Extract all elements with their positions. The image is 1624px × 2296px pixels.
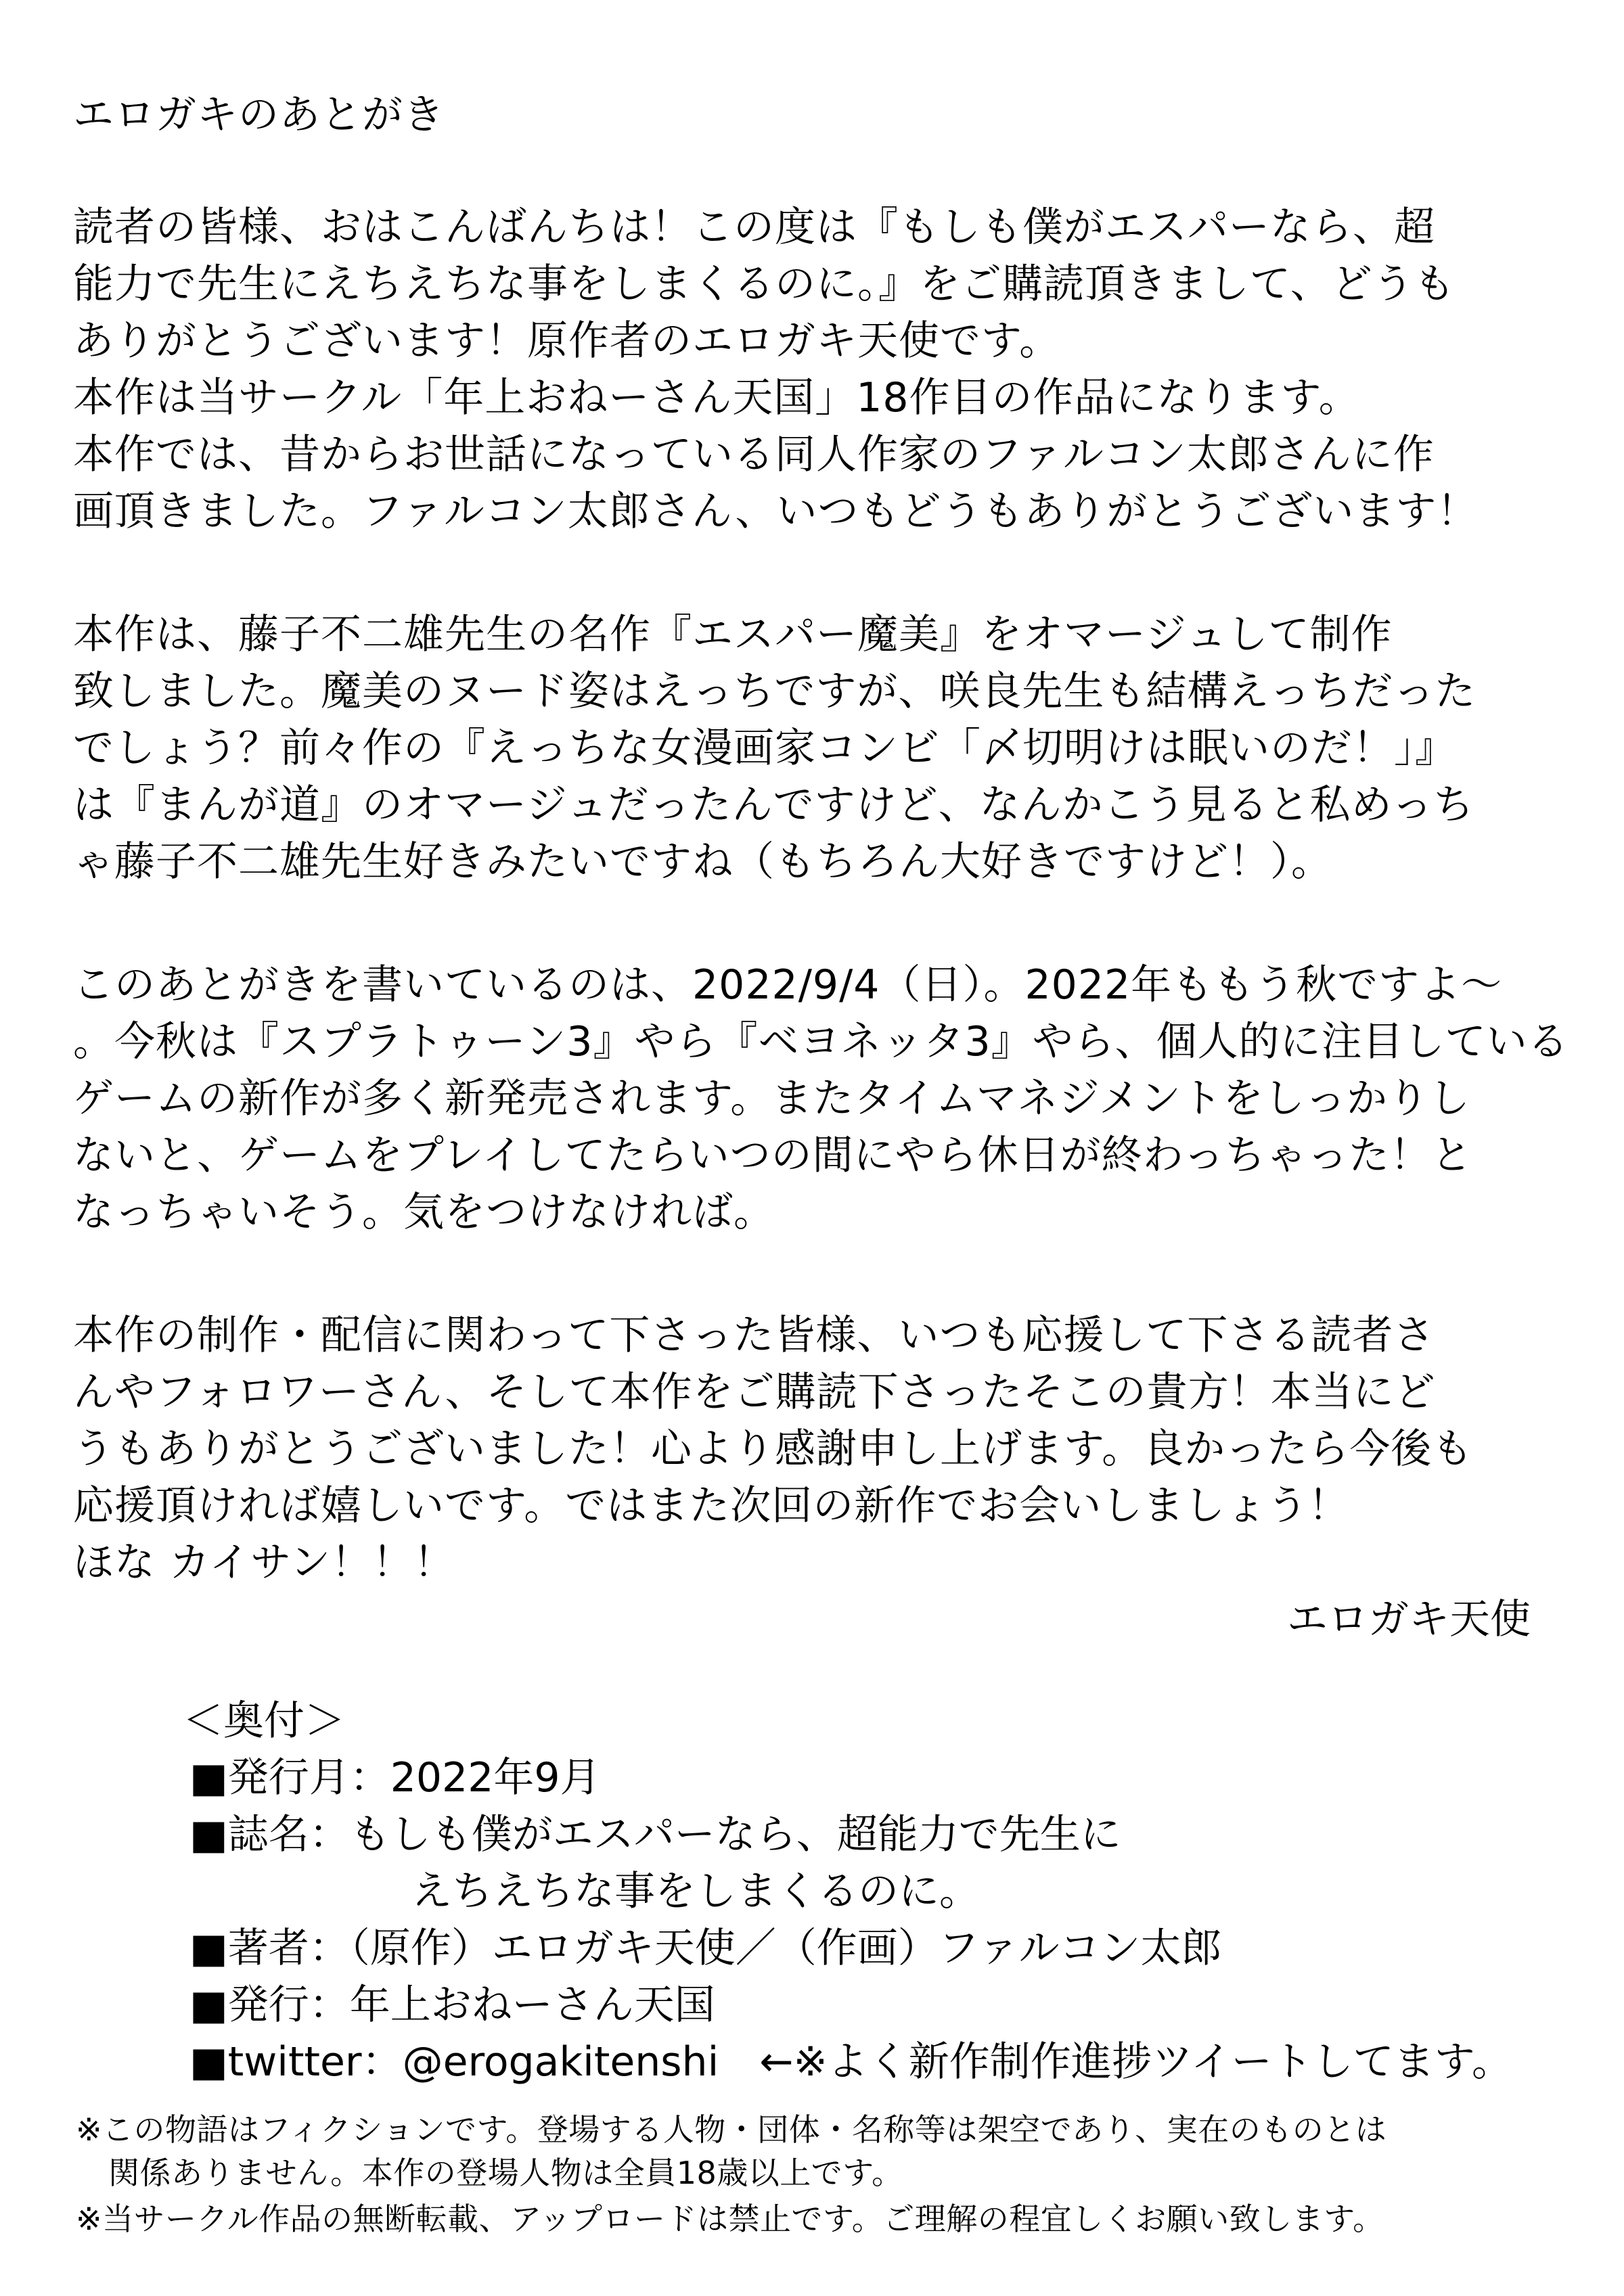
text-line: 本作では、昔からお世話になっている同人作家のファルコン太郎さんに作 [73,431,1435,478]
text-line: なっちゃいそう。気をつけなければ。 [73,1189,775,1236]
colophon-issue-date: ■発行月：2022年9月 [189,1754,601,1801]
text-line: 能力で先生にえちえちな事をしまくるのに。』をご購読頂きまして、どうも [73,260,1456,308]
colophon-authors: ■著者：（原作）エロガキ天使／（作画）ファルコン太郎 [189,1925,1222,1972]
text-line: このあとがきを書いているのは、2022/9/4（日）。2022年ももう秋ですよ～ [73,961,1503,1009]
text-line: 致しました。魔美のヌード姿はえっちですが、咲良先生も結構えっちだった [73,668,1476,715]
text-line: 本作の制作・配信に関わって下さった皆様、いつも応援して下さる読者さ [73,1312,1435,1359]
author-signature: エロガキ天使 [1287,1596,1531,1643]
text-line: でしょう？前々作の『えっちな女漫画家コンビ「〆切明けは眠いのだ！」』 [73,725,1456,772]
disclaimer-age: 関係ありません。本作の登場人物は全員18歳以上です。 [108,2155,903,2191]
disclaimer-reproduction: ※当サークル作品の無断転載、アップロードは禁止です。ご理解の程宜しくお願い致します。 [76,2201,1384,2237]
text-line: うもありがとうございました！心より感謝申し上げます。良かったら今後も [73,1425,1474,1473]
colophon-twitter: ■twitter：@erogakitenshi ←※よく新作制作進捗ツイートしてます。 [189,2038,1513,2086]
disclaimer-fiction: ※この物語はフィクションです。登場する人物・団体・名称等は架空であり、実在のものとは [76,2111,1387,2148]
colophon-title-continued: えちえちな事をしまくるのに。 [411,1868,980,1915]
colophon-publisher: ■発行：年上おねーさん天国 [189,1981,715,2029]
text-line: ゃ藤子不二雄先生好きみたいですね（もちろん大好きですけど！）。 [73,838,1332,886]
text-line: ありがとうございます！原作者のエロガキ天使です。 [73,317,1061,365]
text-line: ほな カイサン！！！ [73,1539,455,1586]
text-line: は『まんが道』のオマージュだったんですけど、なんかこう見ると私めっち [73,781,1474,829]
text-line: 読者の皆様、おはこんばんちは！この度は『もしも僕がエスパーなら、超 [73,204,1435,251]
colophon-title: ■誌名：もしも僕がエスパーなら、超能力で先生に [189,1811,1121,1858]
text-line: 本作は当サークル「年上おねーさん天国」18作目の作品になります。 [73,374,1360,421]
text-line: 。今秋は『スプラトゥーン3』やら『ベヨネッタ3』やら、個人的に注目している [73,1018,1569,1065]
text-line: ゲームの新作が多く新発売されます。またタイムマネジメントをしっかりし [73,1075,1470,1122]
afterword-title: エロガキのあとがき [73,91,445,139]
text-line: 画頂きました。ファルコン太郎さん、いつもどうもありがとうございます！ [73,488,1479,535]
text-line: 応援頂ければ嬉しいです。ではまた次回の新作でお会いしましょう！ [73,1482,1350,1530]
colophon-heading: ＜奥付＞ [183,1697,345,1745]
text-line: んやフォロワーさん、そして本作をご購読下さったそこの貴方！本当にど [73,1369,1436,1416]
text-line: ないと、ゲームをプレイしてたらいつの間にやら休日が終わっちゃった！と [73,1132,1472,1179]
text-line: 本作は、藤子不二雄先生の名作『エスパー魔美』をオマージュして制作 [73,611,1393,658]
